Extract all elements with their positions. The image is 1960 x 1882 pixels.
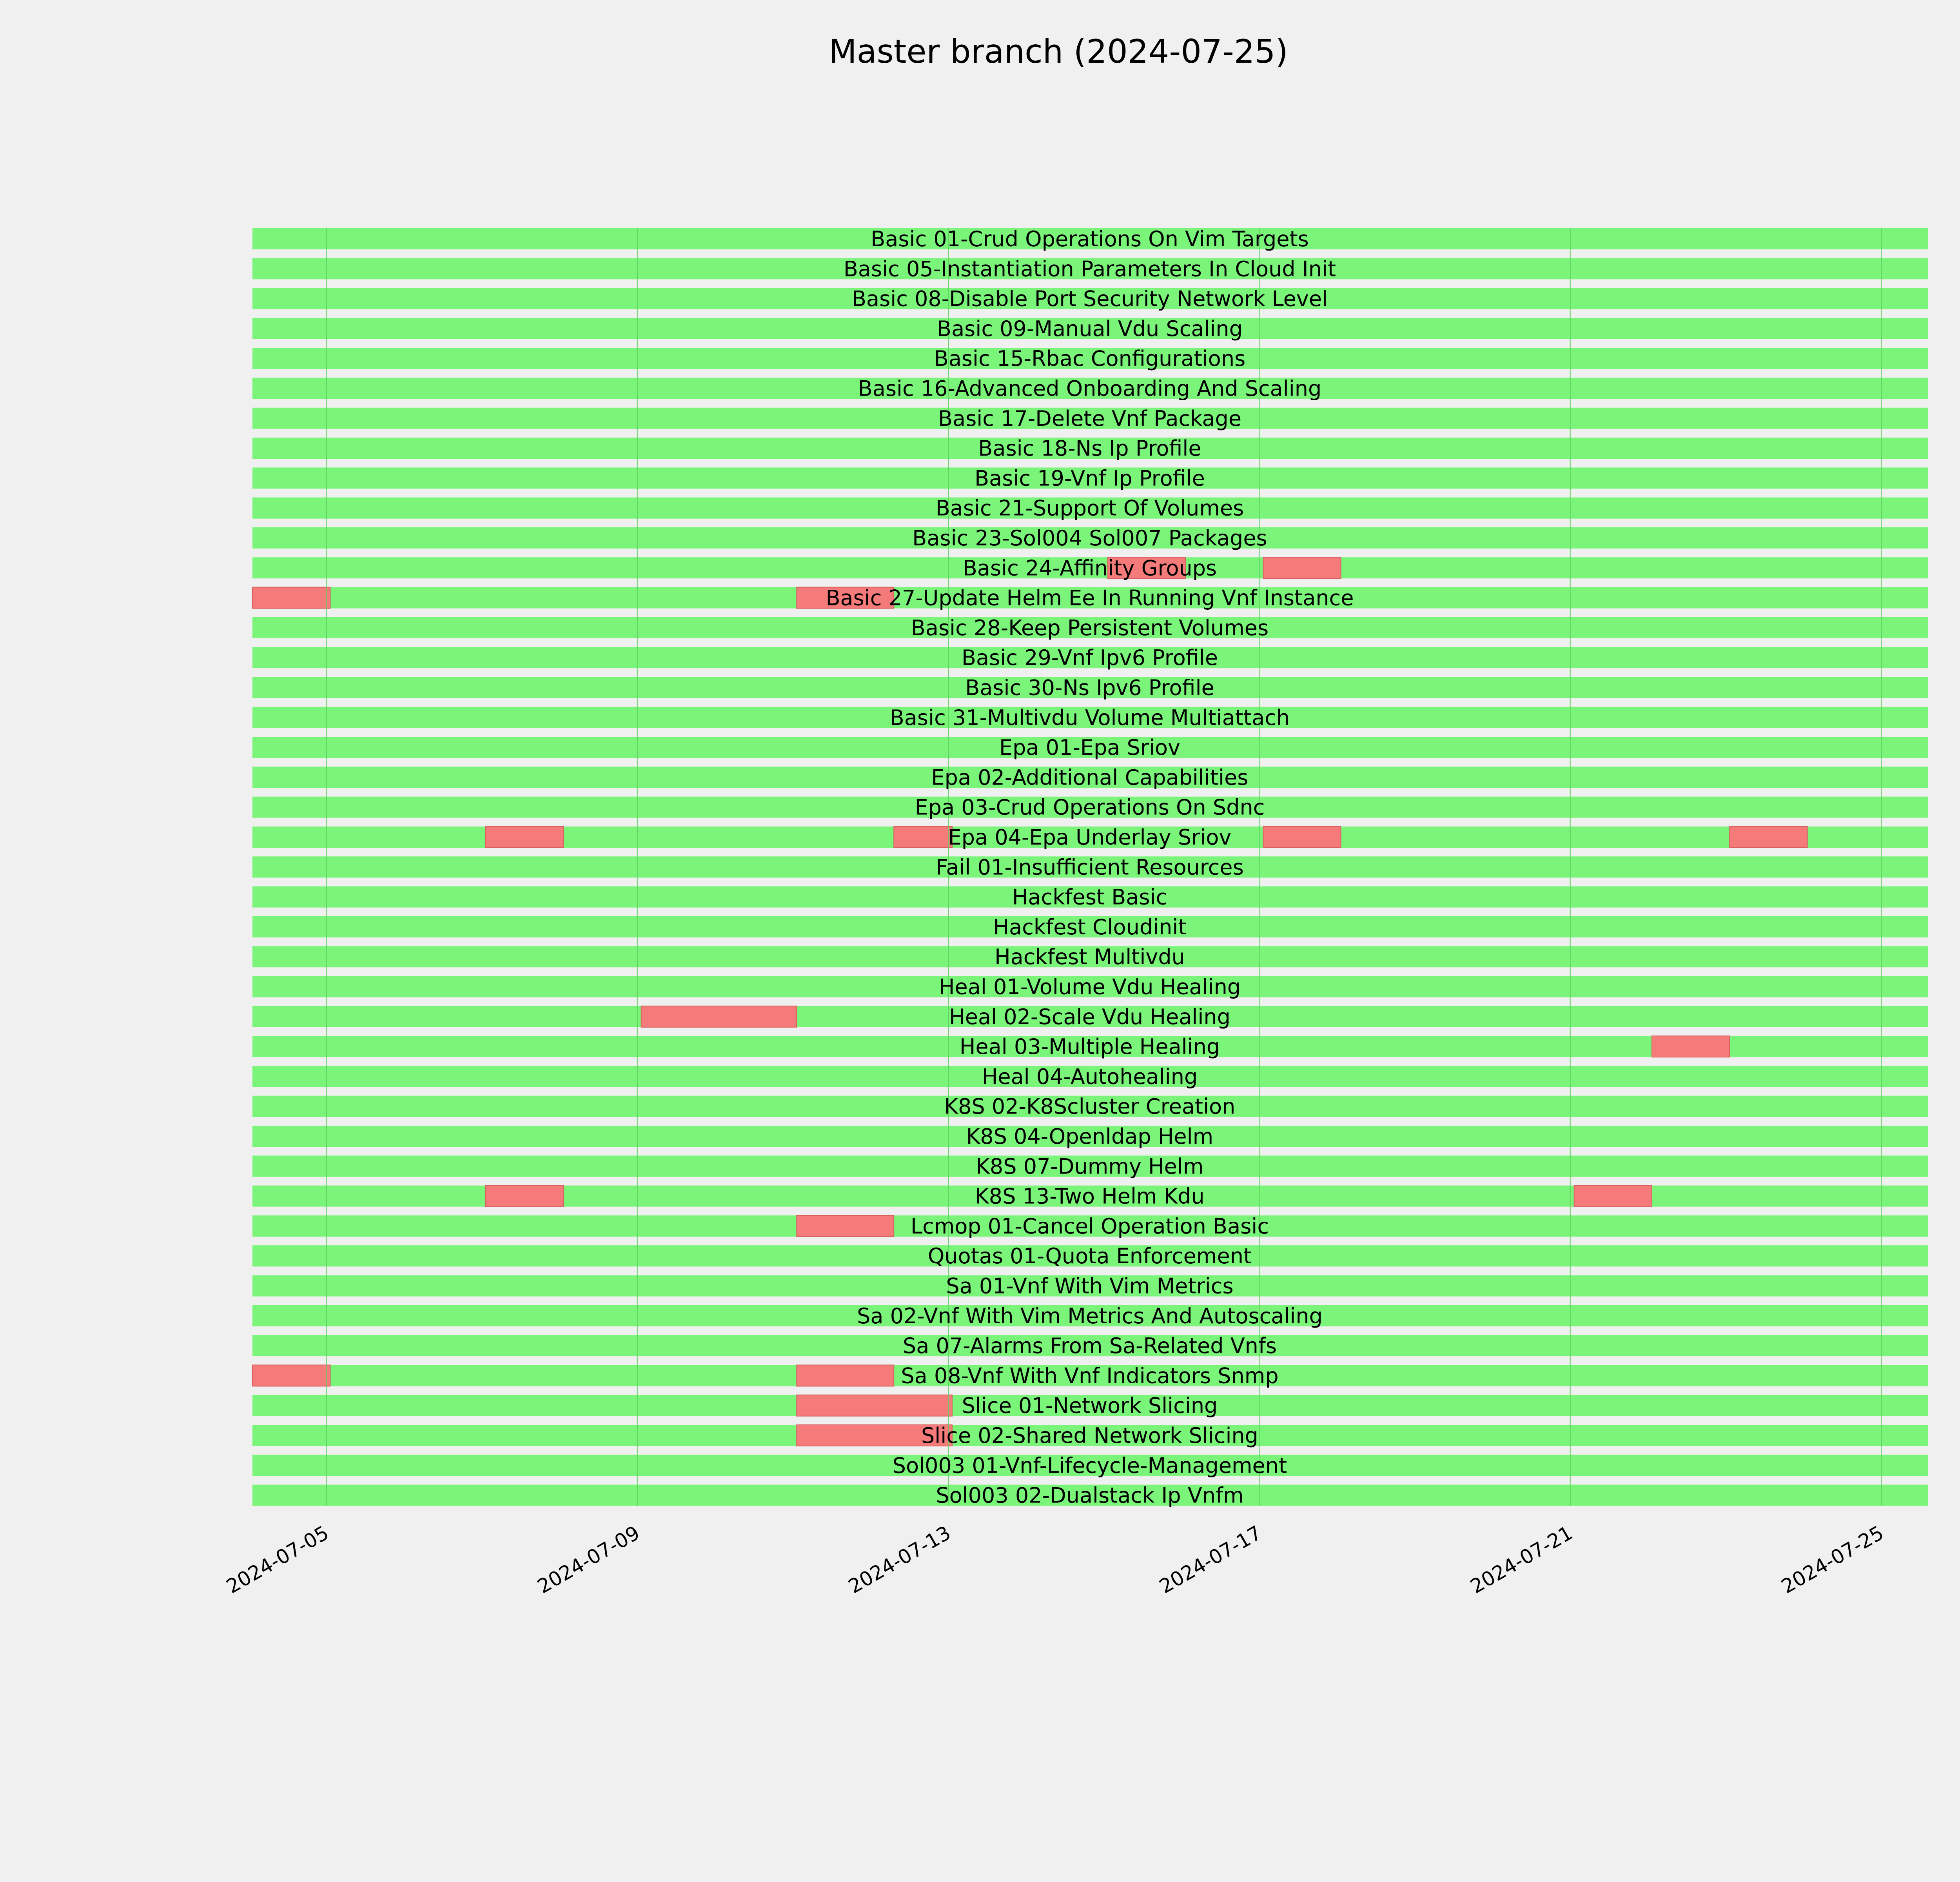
row-label: K8S 04-Openldap Helm (966, 1124, 1214, 1149)
row-label: Sa 02-Vnf With Vim Metrics And Autoscaling (857, 1303, 1323, 1328)
row-label: Basic 31-Multivdu Volume Multiattach (889, 705, 1290, 730)
fail-segment (252, 587, 330, 609)
fail-segment (797, 1365, 894, 1386)
chart-title: Master branch (2024-07-25) (829, 33, 1288, 71)
row-label: Basic 28-Keep Persistent Volumes (911, 615, 1269, 640)
row-label: Heal 02-Scale Vdu Healing (949, 1004, 1230, 1029)
x-tick-label: 2024-07-21 (1466, 1521, 1577, 1598)
row-label: Basic 29-Vnf Ipv6 Profile (961, 645, 1218, 670)
row-label: Epa 02-Additional Capabilities (931, 765, 1249, 790)
fail-segment (1730, 827, 1807, 848)
row-label: Heal 01-Volume Vdu Healing (938, 974, 1241, 999)
row-label: Epa 04-Epa Underlay Sriov (948, 825, 1232, 850)
row-label: Epa 03-Crud Operations On Sdnc (915, 795, 1265, 820)
row-label: Hackfest Cloudinit (993, 914, 1187, 939)
row-label: Fail 01-Insufficient Resources (936, 855, 1244, 880)
fail-segment (1574, 1186, 1652, 1207)
row-label: Hackfest Multivdu (995, 945, 1185, 970)
row-label: K8S 13-Two Helm Kdu (975, 1184, 1205, 1209)
x-tick-label: 2024-07-25 (1777, 1521, 1888, 1598)
row-label: Basic 27-Update Helm Ee In Running Vnf Instance (826, 585, 1354, 610)
fail-segment (486, 827, 563, 848)
row-label: Basic 30-Ns Ipv6 Profile (965, 675, 1214, 700)
fail-segment (797, 1215, 894, 1237)
row-label: Heal 03-Multiple Healing (959, 1034, 1220, 1059)
fail-segment (797, 1395, 952, 1416)
x-tick-label: 2024-07-05 (222, 1521, 333, 1598)
x-tick-label: 2024-07-09 (534, 1521, 644, 1598)
row-label: Basic 16-Advanced Onboarding And Scaling (858, 376, 1322, 401)
row-label: Basic 09-Manual Vdu Scaling (937, 316, 1243, 341)
fail-segment (486, 1186, 563, 1207)
row-label: Sa 07-Alarms From Sa-Related Vnfs (902, 1333, 1277, 1359)
row-label: Epa 01-Epa Sriov (999, 735, 1180, 760)
row-label: Basic 05-Instantiation Parameters In Cloud Init (843, 256, 1336, 282)
fail-segment (1652, 1036, 1730, 1057)
row-label: Slice 01-Network Slicing (962, 1393, 1218, 1418)
fail-segment (641, 1006, 797, 1027)
row-label: Slice 02-Shared Network Slicing (921, 1423, 1258, 1448)
row-label: Sol003 02-Dualstack Ip Vnfm (936, 1483, 1244, 1508)
row-label: Heal 04-Autohealing (982, 1064, 1198, 1089)
row-label: Quotas 01-Quota Enforcement (927, 1244, 1252, 1269)
row-label: Basic 19-Vnf Ip Profile (975, 466, 1205, 491)
row-label: Basic 15-Rbac Configurations (934, 346, 1246, 371)
row-label: Sa 08-Vnf With Vnf Indicators Snmp (901, 1363, 1279, 1388)
x-tick-label: 2024-07-13 (844, 1521, 955, 1598)
fail-segment (1263, 827, 1341, 848)
row-label: Basic 01-Crud Operations On Vim Targets (871, 227, 1309, 251)
row-label: Basic 23-Sol004 Sol007 Packages (912, 526, 1267, 550)
fail-segment (894, 827, 952, 848)
row-label: Basic 18-Ns Ip Profile (978, 436, 1201, 461)
row-label: Sol003 01-Vnf-Lifecycle-Management (892, 1453, 1287, 1478)
fail-segment (1263, 557, 1341, 578)
x-tick-label: 2024-07-17 (1155, 1521, 1266, 1598)
row-label: Basic 21-Support Of Volumes (935, 496, 1244, 521)
row-label: Basic 17-Delete Vnf Package (938, 406, 1242, 431)
row-label: Hackfest Basic (1012, 885, 1168, 910)
fail-segment (252, 1365, 330, 1386)
row-label: Sa 01-Vnf With Vim Metrics (946, 1273, 1234, 1299)
row-label: Basic 08-Disable Port Security Network Level (851, 286, 1328, 311)
x-axis-ticks (223, 1521, 1887, 1598)
row-label: K8S 02-K8Scluster Creation (944, 1094, 1236, 1119)
row-label: K8S 07-Dummy Helm (976, 1154, 1204, 1179)
row-label: Lcmop 01-Cancel Operation Basic (910, 1213, 1269, 1239)
row-label: Basic 24-Affinity Groups (962, 556, 1217, 581)
